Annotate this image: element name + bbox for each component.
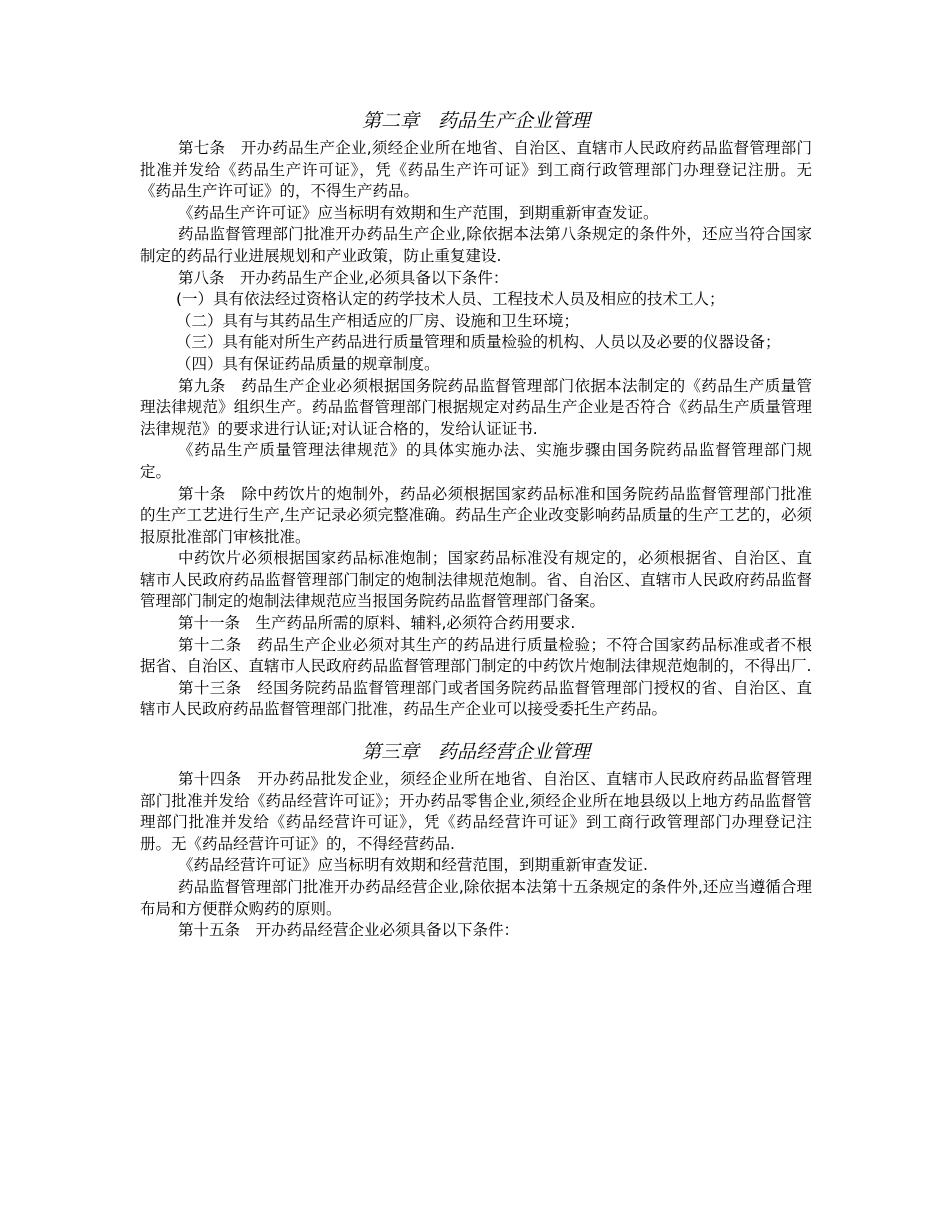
article-13-paragraph: 第十三条 经国务院药品监督管理部门或者国务院药品监督管理部门授权的省、自治区、直辖市人民政府药品监督管理部门批准，药品生产企业可以接受委托生产药品。 [140,678,812,719]
article-15-paragraph: 第十五条 开办药品经营企业必须具备以下条件： [178,921,520,940]
chapter-2-title: 第二章 药品生产企业管理 [361,110,590,132]
article-12-paragraph: 第十二条 药品生产企业必须对其生产的药品进行质量检验；不符合国家药品标准或者不根据省、自治区、直辖市人民政府药品监督管理部门制定的中药饮片炮制法律规范炮制的，不得出厂. [140,635,812,676]
production-approval-conditions-paragraph: 药品监督管理部门批准开办药品生产企业,除依据本法第八条规定的条件外，还应当符合国家制定的药品行业进展规划和产业政策，防止重复建设. [140,225,812,265]
article-8-paragraph: 第八条 开办药品生产企业,必须具备以下条件： [178,268,509,287]
article-8-item-1: (一）具有依法经过资格认定的药学技术人员、工程技术人员及相应的技术工人； [176,290,725,309]
document-page [140,108,812,942]
business-license-validity-paragraph: 《药品经营许可证》应当标明有效期和经营范围，到期重新审查发证. [178,856,648,875]
article-8-item-3: （三）具有能对所生产药品进行质量管理和质量检验的机构、人员以及必要的仪器设备； [176,333,781,352]
article-14-paragraph: 第十四条 开办药品批发企业，须经企业所在地省、自治区、直辖市人民政府药品监督管理部门批准并发给《药品经营许可证》；开办药品零售企业,须经企业所在地县级以上地方药品监督管理部门批准并发给《药品经营许可证》，凭《药品经营许可证》到工商行政管理部门办理登记注册。无《药品经营许可证》的，不得经营药品. [140,770,812,853]
article-8-item-4: （四）具有保证药品质量的规章制度。 [176,354,440,373]
article-9-paragraph: 第九条 药品生产企业必须根据国务院药品监督管理部门依据本法制定的《药品生产质量管理法律规范》组织生产。药品监督管理部门根据规定对药品生产企业是否符合《药品生产质量管理法律规范》的要求进行认证;对认证合格的，发给认证证书. [140,376,812,438]
business-approval-conditions-paragraph: 药品监督管理部门批准开办药品经营企业,除依据本法第十五条规定的条件外,还应当遵循合理布局和方便群众购药的原则。 [140,878,812,918]
article-10-paragraph: 第十条 除中药饮片的炮制外，药品必须根据国家药品标准和国务院药品监督管理部门批准的生产工艺进行生产,生产记录必须完整准确。药品生产企业改变影响药品质量的生产工艺的，必须报原批准部门审核批准。 [140,484,812,546]
herbal-pieces-processing-paragraph: 中药饮片必须根据国家药品标准炮制；国家药品标准没有规定的，必须根据省、自治区、直辖市人民政府药品监督管理部门制定的炮制法律规范炮制。省、自治区、直辖市人民政府药品监督管理部门制定的炮制法律规范应当报国务院药品监督管理部门备案。 [140,549,812,611]
chapter-3-title: 第三章 药品经营企业管理 [361,741,590,764]
article-11-paragraph: 第十一条 生产药品所需的原料、辅料,必须符合药用要求. [178,614,576,633]
production-license-validity-paragraph: 《药品生产许可证》应当标明有效期和生产范围，到期重新审查发证。 [178,203,659,222]
article-7-paragraph: 第七条 开办药品生产企业,须经企业所在地省、自治区、直辖市人民政府药品监督管理部门批准并发给《药品生产许可证》，凭《药品生产许可证》到工商行政管理部门办理登记注册。无《药品生产许可证》的，不得生产药品。 [140,139,812,201]
article-8-item-2: （二）具有与其药品生产相适应的厂房、设施和卫生环境； [176,311,580,330]
gmp-implementation-paragraph: 《药品生产质量管理法律规范》的具体实施办法、实施步骤由国务院药品监督管理部门规定。 [140,441,812,481]
